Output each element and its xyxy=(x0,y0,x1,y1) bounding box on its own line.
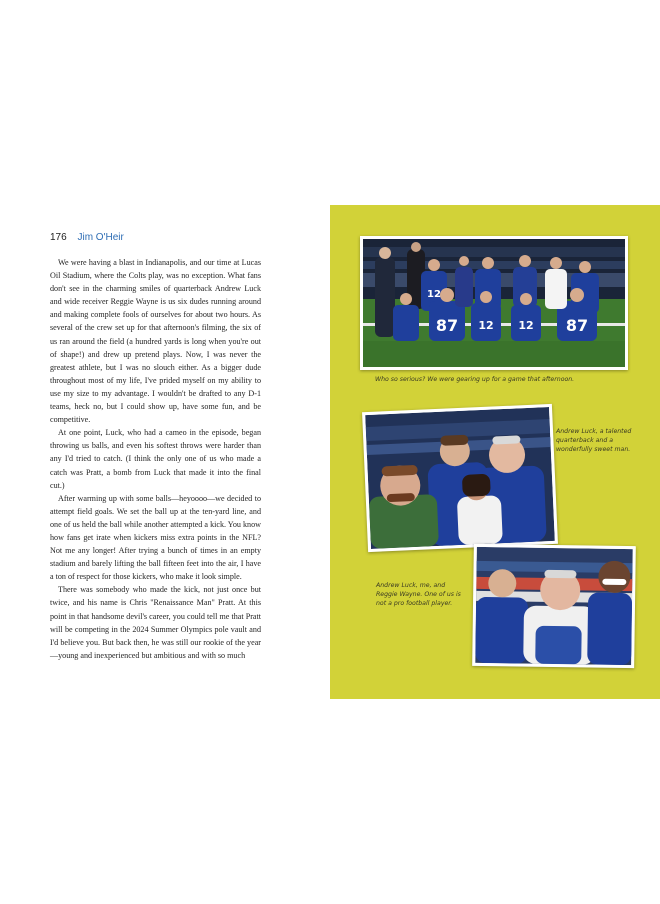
jersey-number: 12 xyxy=(427,289,441,300)
paragraph: We were having a blast in Indianapolis, and our time at Lucas Oil Stadium, where the Colts play, was no exception. What fans don't see in the charming smiles of quarterback Andrew Luck and wide receiver Reggie Wayne is us six dudes running around and making complete fools of ourselves for about two hours. As several of the crew set up for that afternoon's filming, the six of us ran around the field (a hundred yards is long when you're out of shape!) and drew up pretend plays. Now, I was never the greatest athlete, but I was no slouch either. As a bigger dude throughout most of my life, I've prided myself on my ability to use my size to my advantage. I wouldn't be drafted to any D-1 teams, heck no, but I could show up, have some fun, and be competitive. xyxy=(50,258,261,425)
jersey-number: 87 xyxy=(435,316,459,335)
group-photo xyxy=(360,236,628,370)
photo-caption: Andrew Luck, me, and Reggie Wayne. One of us is not a pro football player. xyxy=(376,582,461,607)
trio-photo-image xyxy=(475,547,633,665)
paragraph: At one point, Luck, who had a cameo in the episode, began throwing us balls, and even his softest throws were harder than any I'd tried to catch. (I think the only one of us who made a catch was Pratt, a bomb from Luck that made it into the final cut.) xyxy=(50,428,261,490)
trio-photo xyxy=(472,544,636,668)
selfie-photo-image xyxy=(365,407,555,549)
running-header xyxy=(50,231,270,245)
paragraph: After warming up with some balls—heyoooo—we decided to attempt field goals. We set the ball up at the ten-yard line, and one of us held the ball while another attempted a kick. You know how fans get irate when kickers miss extra points in the NFL? Not me any longer! After trying a bunch of times in an empty stadium and barely lifting the ball fifteen feet into the air, I have a ton of respect for those kickers, who make it look simple. xyxy=(50,493,261,582)
photo-caption: Who so serious? We were gearing up for a game that afternoon. xyxy=(375,376,575,383)
paragraph: There was somebody who made the kick, not just once but twice, and his name is Chris "Renaissance Man" Pratt. At this point in that handsome devil's career, you could tell me that Pratt will be competing in the 2024 Summer Olympics pole vault and I'd believe you. But back then, he was still our rookie of the year—young and inexperienced but ambitious and with so much xyxy=(50,585,261,660)
jersey-number: 12 xyxy=(478,319,494,332)
author-name: Jim O'Heir xyxy=(77,232,124,243)
jersey-number: 12 xyxy=(518,319,534,332)
photo-caption: Andrew Luck, a talented quarterback and a wonderfully sweet man. xyxy=(556,428,632,453)
jersey-number: 87 xyxy=(565,316,589,335)
page-number: 176 xyxy=(50,232,67,243)
group-photo-image xyxy=(363,239,625,367)
photo-panel xyxy=(330,205,660,699)
selfie-photo xyxy=(362,404,558,552)
body-text xyxy=(50,256,261,662)
